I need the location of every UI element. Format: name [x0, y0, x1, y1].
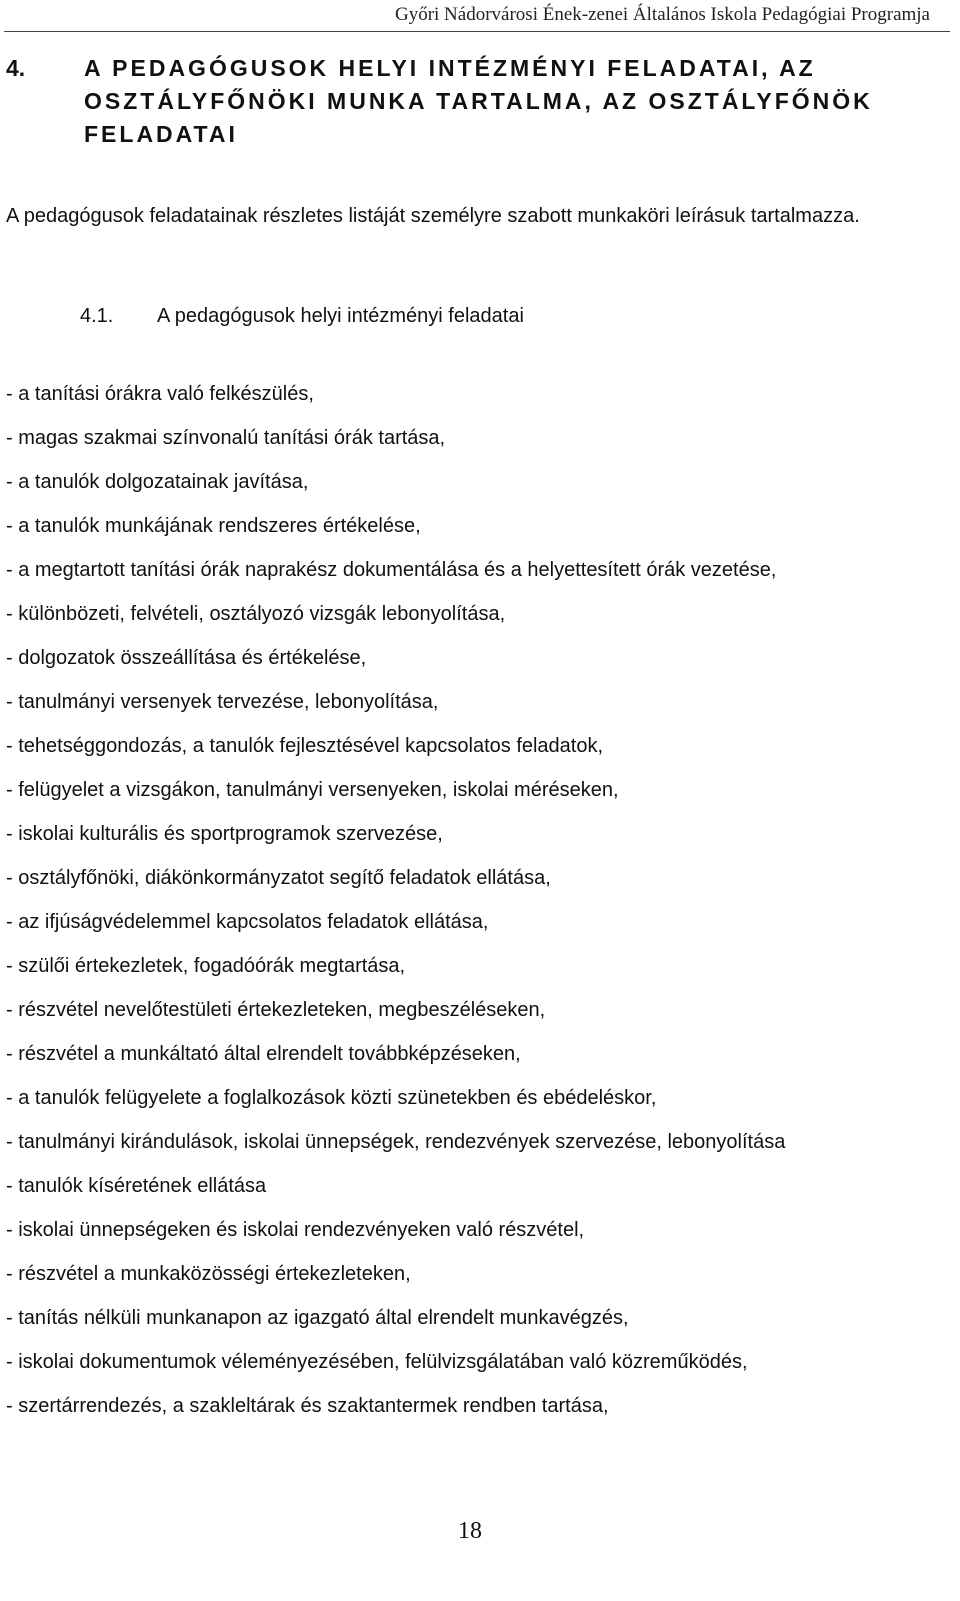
running-header: Győri Nádorvárosi Ének-zenei Általános Iskola Pedagógiai Programja — [394, 4, 930, 25]
section-title: A pedagógusok helyi intézményi feladatai — [157, 305, 524, 327]
list-item: - az ifjúságvédelemmel kapcsolatos feladatok ellátása, — [6, 911, 489, 933]
section-heading — [80, 301, 524, 331]
list-item: - tehetséggondozás, a tanulók fejlesztésével kapcsolatos feladatok, — [6, 735, 604, 757]
list-item: - tanulmányi versenyek tervezése, lebonyolítása, — [6, 691, 439, 713]
list-item: - szertárrendezés, a szakleltárak és szaktantermek rendben tartása, — [6, 1395, 609, 1417]
intro-paragraph: A pedagógusok feladatainak részletes listáját személyre szabott munkaköri leírásuk tartalmazza. — [6, 205, 860, 227]
list-item: - tanítás nélküli munkanapon az igazgató által elrendelt munkavégzés, — [6, 1307, 629, 1329]
list-item: - a tanulók munkájának rendszeres értékelése, — [6, 515, 421, 537]
list-item: - részvétel a munkaközösségi értekezleteken, — [6, 1263, 411, 1285]
list-item: - részvétel nevelőtestületi értekezleteken, megbeszéléseken, — [6, 999, 546, 1021]
list-item: - iskolai ünnepségeken és iskolai rendezvényeken való részvétel, — [6, 1219, 585, 1241]
list-item: - a tanulók felügyelete a foglalkozások közti szünetekben és ebédeléskor, — [6, 1087, 657, 1109]
page-number: 18 — [458, 1518, 482, 1544]
list-item: - iskolai kulturális és sportprogramok szervezése, — [6, 823, 443, 845]
list-item: - dolgozatok összeállítása és értékelése, — [6, 647, 367, 669]
list-item: - szülői értekezletek, fogadóórák megtartása, — [6, 955, 406, 977]
list-item: - részvétel a munkáltató által elrendelt továbbképzéseken, — [6, 1043, 521, 1065]
list-item: - a megtartott tanítási órák naprakész dokumentálása és a helyettesített órák vezetése, — [6, 559, 777, 581]
duties-list — [6, 372, 946, 1428]
list-item: - tanulók kíséretének ellátása — [6, 1175, 267, 1197]
header-divider — [4, 31, 950, 32]
list-item: - különbözeti, felvételi, osztályozó vizsgák lebonyolítása, — [6, 603, 506, 625]
list-item: - osztályfőnöki, diákönkormányzatot segítő feladatok ellátása, — [6, 867, 551, 889]
chapter-heading — [6, 52, 940, 151]
section-number: 4.1. — [80, 305, 114, 327]
list-item: - magas szakmai színvonalú tanítási órák tartása, — [6, 427, 446, 449]
chapter-title: A PEDAGÓGUSOK HELYI INTÉZMÉNYI FELADATAI, AZ OSZTÁLYFŐNÖKI MUNKA TARTALMA, AZ OSZTÁLYFŐNÖK FELADATAI — [84, 55, 873, 147]
list-item: - felügyelet a vizsgákon, tanulmányi versenyeken, iskolai méréseken, — [6, 779, 619, 801]
list-item: - a tanítási órákra való felkészülés, — [6, 383, 314, 405]
list-item: - tanulmányi kirándulások, iskolai ünnepségek, rendezvények szervezése, lebonyolítása — [6, 1131, 786, 1153]
list-item: - a tanulók dolgozatainak javítása, — [6, 471, 309, 493]
list-item: - iskolai dokumentumok véleményezésében, felülvizsgálatában való közreműködés, — [6, 1351, 748, 1373]
chapter-number: 4. — [6, 55, 26, 81]
